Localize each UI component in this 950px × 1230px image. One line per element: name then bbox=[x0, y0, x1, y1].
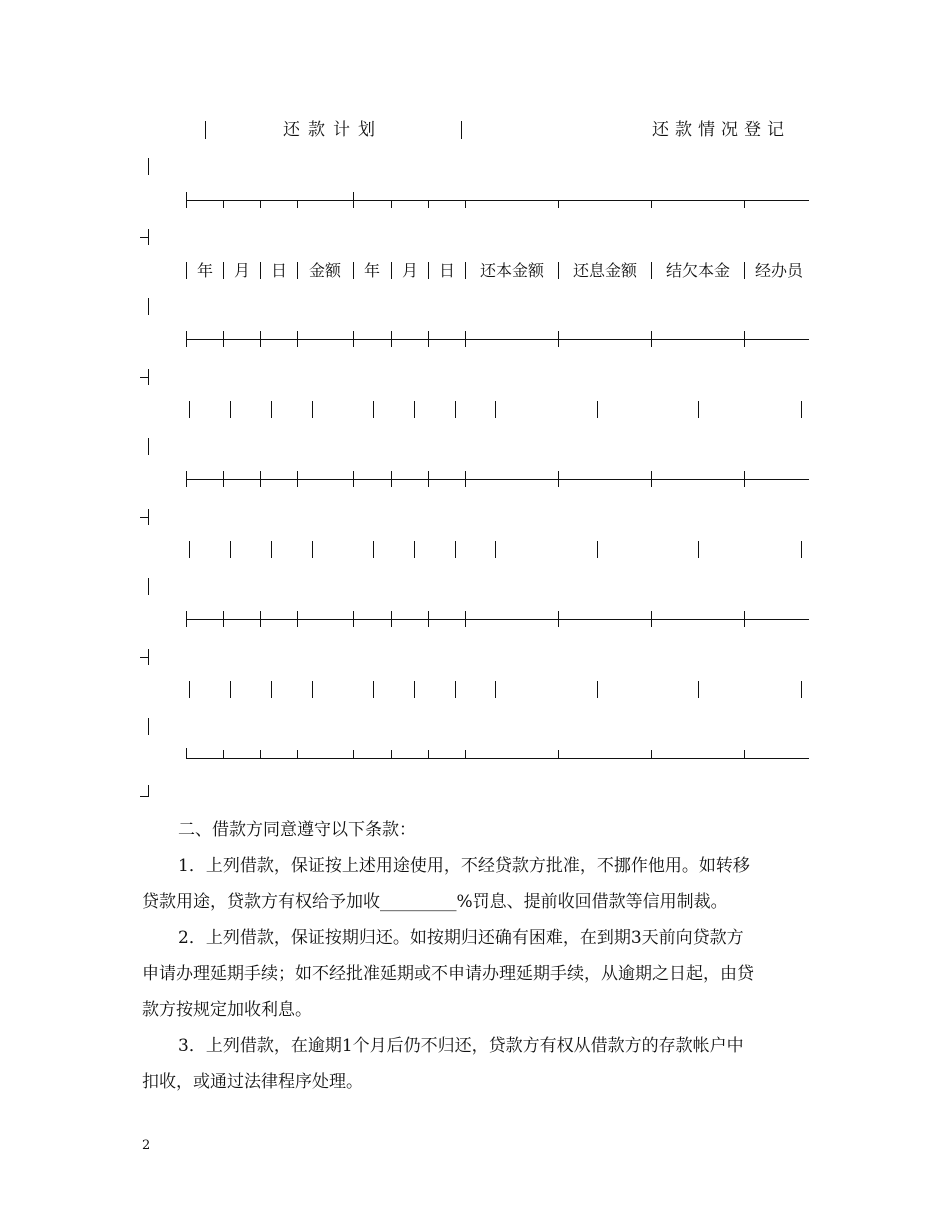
col-month: 月 bbox=[233, 261, 250, 280]
col-day-2: 日 bbox=[438, 261, 455, 280]
header-left-bar bbox=[205, 121, 206, 139]
margin-corner bbox=[148, 649, 149, 665]
col-handler: 经办员 bbox=[754, 261, 803, 280]
col-interest-repaid: 还息金额 bbox=[572, 261, 637, 280]
margin-bar bbox=[148, 298, 149, 315]
clause-3-line-1: 3．上列借款，在逾期1个月后仍不归还，贷款方有权从借款方的存款帐户中 bbox=[178, 1036, 744, 1056]
clause-2-line-2: 申请办理延期手续；如不经批准延期或不申请办理延期手续，从逾期之日起，由贷 bbox=[142, 964, 754, 984]
clauses-heading: 二、借款方同意遵守以下条款： bbox=[178, 820, 416, 840]
clause-2-line-3: 款方按规定加收利息。 bbox=[142, 1000, 312, 1020]
margin-bar bbox=[148, 578, 149, 595]
clause-1-line-1: 1．上列借款，保证按上述用途使用，不经贷款方批准，不挪作他用。如转移 bbox=[178, 856, 750, 876]
margin-bar bbox=[148, 438, 149, 455]
margin-corner-stub bbox=[140, 517, 148, 518]
margin-corner-stub bbox=[140, 796, 149, 797]
col-day: 日 bbox=[270, 261, 287, 280]
margin-bar bbox=[148, 718, 149, 735]
margin-corner bbox=[148, 509, 149, 525]
col-year-2: 年 bbox=[363, 261, 380, 280]
col-year: 年 bbox=[196, 261, 213, 280]
margin-corner-stub bbox=[140, 657, 148, 658]
clause-3-line-2: 扣收，或通过法律程序处理。 bbox=[142, 1072, 363, 1092]
margin-corner bbox=[148, 369, 149, 385]
margin-corner-stub bbox=[140, 377, 148, 378]
margin-corner bbox=[148, 229, 149, 245]
col-month-2: 月 bbox=[401, 261, 418, 280]
col-amount: 金额 bbox=[308, 261, 341, 280]
clause-1-line-2: 贷款用途，贷款方有权给予加收_________%罚息、提前收回借款等信用制裁。 bbox=[142, 892, 728, 912]
header-mid-bar bbox=[461, 121, 462, 139]
margin-bar bbox=[148, 158, 149, 175]
col-principal-repaid: 还本金额 bbox=[479, 261, 544, 280]
margin-corner-stub bbox=[140, 237, 148, 238]
repayment-record-title: 还款情况登记 bbox=[652, 120, 790, 140]
repayment-plan-title: 还款计划 bbox=[283, 120, 383, 140]
col-outstanding-principal: 结欠本金 bbox=[665, 261, 730, 280]
clause-2-line-1: 2．上列借款，保证按期归还。如按期归还确有困难，在到期3天前向贷款方 bbox=[178, 928, 744, 948]
page-number: 2 bbox=[142, 1138, 151, 1153]
